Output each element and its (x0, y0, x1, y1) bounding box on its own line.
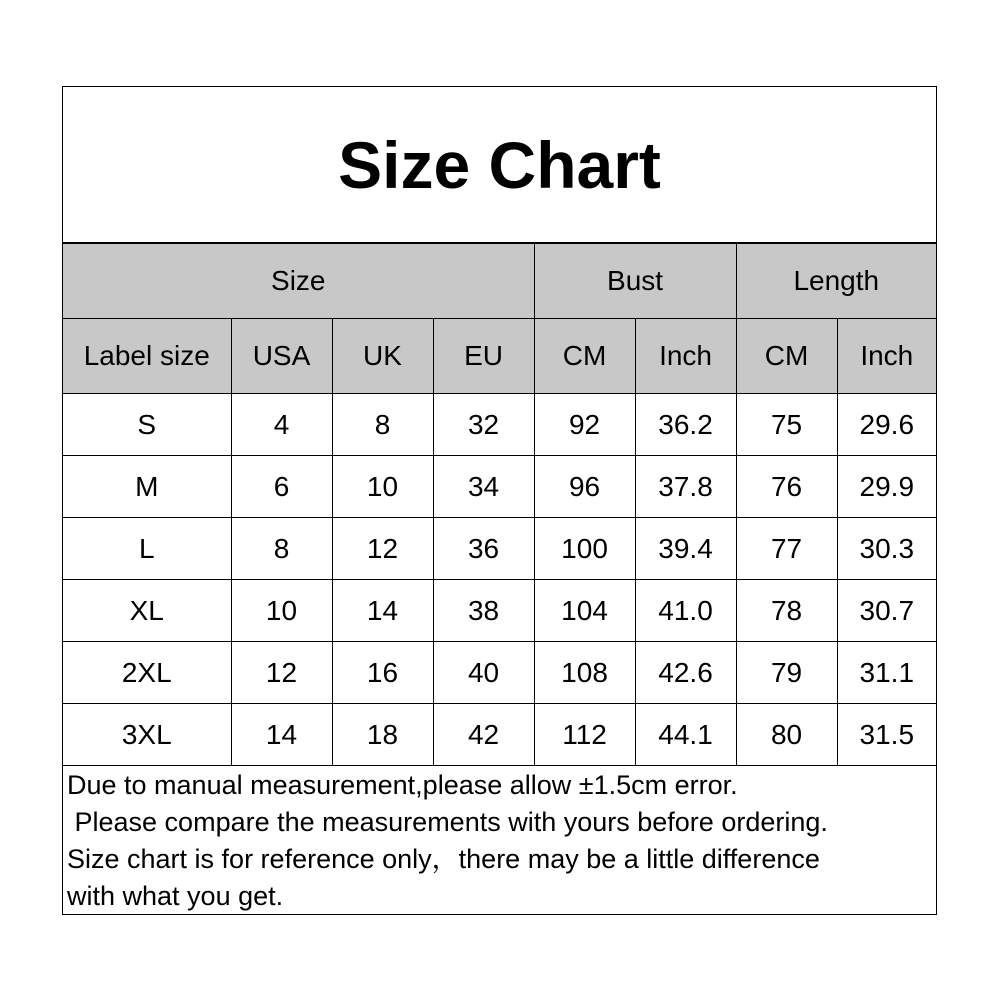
table-cell: 76 (736, 456, 837, 518)
table-cell: 3XL (63, 704, 231, 766)
table-cell: 42 (433, 704, 534, 766)
page-title: Size Chart (338, 127, 661, 202)
table-cell: 32 (433, 394, 534, 456)
table-cell: 14 (332, 580, 433, 642)
table-cell: 6 (231, 456, 332, 518)
table-cell: 36.2 (635, 394, 736, 456)
table-cell: 18 (332, 704, 433, 766)
note-line: Size chart is for reference only，there may be a little difference (67, 844, 820, 874)
table-cell: 12 (332, 518, 433, 580)
column-header-length-inch: Inch (837, 319, 936, 394)
table-cell: 44.1 (635, 704, 736, 766)
column-header-bust-inch: Inch (635, 319, 736, 394)
table-cell: 96 (534, 456, 635, 518)
table-cell: 2XL (63, 642, 231, 704)
table-cell: 41.0 (635, 580, 736, 642)
table-cell: 80 (736, 704, 837, 766)
column-header-length-cm: CM (736, 319, 837, 394)
note-line: with what you get. (67, 881, 284, 911)
table-cell: 4 (231, 394, 332, 456)
table-cell: 78 (736, 580, 837, 642)
table-cell: L (63, 518, 231, 580)
table-cell: 12 (231, 642, 332, 704)
table-cell: 10 (332, 456, 433, 518)
column-header-uk: UK (332, 319, 433, 394)
sub-header-row (63, 319, 936, 394)
table-cell: 39.4 (635, 518, 736, 580)
table-cell: 112 (534, 704, 635, 766)
table-cell: 31.5 (837, 704, 936, 766)
table-cell: 30.7 (837, 580, 936, 642)
disclaimer-notes (67, 767, 927, 915)
table-cell: 36 (433, 518, 534, 580)
table-cell: 30.3 (837, 518, 936, 580)
group-header-row (63, 244, 936, 319)
group-header-bust: Bust (534, 244, 736, 319)
table-cell: 37.8 (635, 456, 736, 518)
table-cell: 29.6 (837, 394, 936, 456)
size-table (63, 244, 936, 766)
title-row (63, 87, 936, 244)
table-cell: 108 (534, 642, 635, 704)
table-row (63, 518, 936, 580)
table-cell: 10 (231, 580, 332, 642)
column-header-bust-cm: CM (534, 319, 635, 394)
table-cell: 14 (231, 704, 332, 766)
note-line: Please compare the measurements with yours before ordering. (67, 807, 828, 837)
table-cell: 8 (332, 394, 433, 456)
table-cell: 79 (736, 642, 837, 704)
table-cell: 92 (534, 394, 635, 456)
table-cell: 8 (231, 518, 332, 580)
table-row (63, 642, 936, 704)
table-cell: S (63, 394, 231, 456)
group-header-size: Size (63, 244, 534, 319)
table-cell: 31.1 (837, 642, 936, 704)
table-cell: 75 (736, 394, 837, 456)
note-line: Due to manual measurement,please allow ±1.5cm error. (67, 770, 738, 800)
column-header-label-size: Label size (63, 319, 231, 394)
table-cell: 77 (736, 518, 837, 580)
group-header-length: Length (736, 244, 936, 319)
table-row (63, 456, 936, 518)
table-cell: 100 (534, 518, 635, 580)
column-header-eu: EU (433, 319, 534, 394)
column-header-usa: USA (231, 319, 332, 394)
table-row (63, 704, 936, 766)
table-cell: M (63, 456, 231, 518)
table-cell: XL (63, 580, 231, 642)
table-row (63, 394, 936, 456)
size-chart (62, 86, 937, 915)
table-cell: 34 (433, 456, 534, 518)
table-cell: 42.6 (635, 642, 736, 704)
table-row (63, 580, 936, 642)
table-cell: 104 (534, 580, 635, 642)
table-cell: 29.9 (837, 456, 936, 518)
table-cell: 16 (332, 642, 433, 704)
table-cell: 38 (433, 580, 534, 642)
table-cell: 40 (433, 642, 534, 704)
